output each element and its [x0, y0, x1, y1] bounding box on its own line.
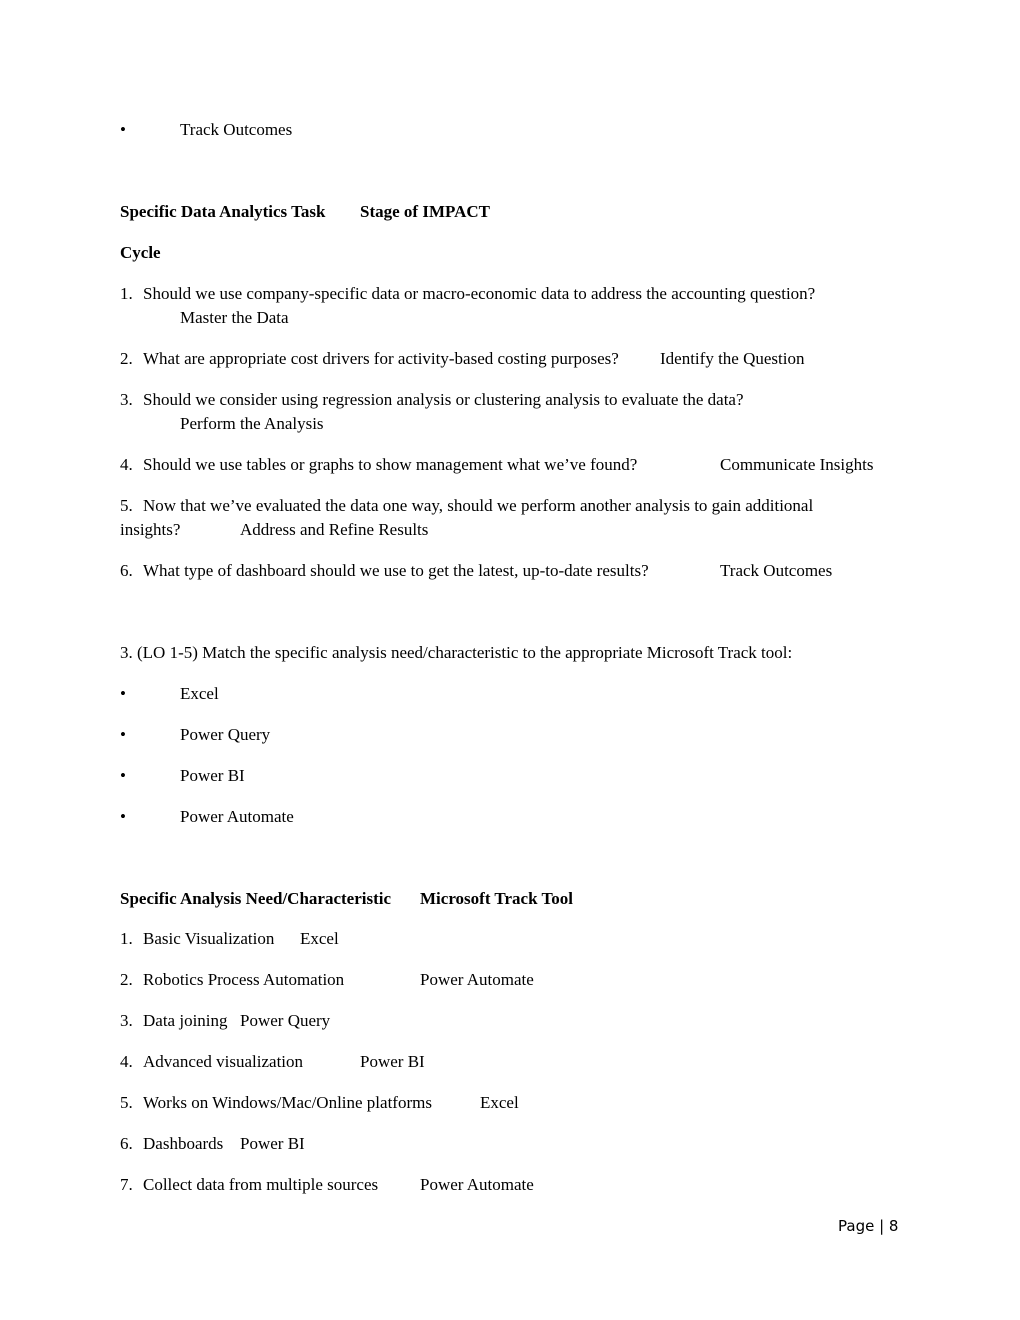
list-item-need: Advanced visualization [143, 1052, 304, 1071]
list-item-need: Data joining [143, 1011, 228, 1030]
list-item-tool: Excel [480, 1093, 519, 1112]
table-header-cycle: Cycle [120, 243, 161, 262]
list-item-need: Dashboards [143, 1134, 224, 1153]
list-item-number: 7. [120, 1175, 133, 1194]
bullet-marker: • [120, 725, 126, 744]
list-item-number: 6. [120, 561, 133, 580]
list-item-number: 2. [120, 970, 133, 989]
table-header-stage: Stage of IMPACT [360, 202, 490, 221]
list-item-tool: Power BI [240, 1134, 305, 1153]
list-item-need: Basic Visualization [143, 929, 275, 948]
bullet-marker: • [120, 807, 126, 826]
page-number: Page | 8 [838, 1217, 899, 1235]
bullet-text: Power Automate [180, 807, 294, 826]
list-item-question: Now that we’ve evaluated the data one way, should we perform another analysis to gain additional [143, 496, 814, 515]
list-item-number: 1. [120, 929, 133, 948]
list-item-need: Collect data from multiple sources [143, 1175, 379, 1194]
table-header-need: Specific Analysis Need/Characteristic [120, 889, 392, 908]
list-item-question: What are appropriate cost drivers for activity-based costing purposes? [143, 349, 619, 368]
bullet-text: Track Outcomes [180, 120, 293, 139]
list-item-tool: Power Automate [420, 1175, 534, 1194]
list-item-number: 5. [120, 1093, 133, 1112]
list-item-answer: Perform the Analysis [180, 414, 324, 433]
list-item-need: Robotics Process Automation [143, 970, 345, 989]
list-item-question: What type of dashboard should we use to get the latest, up-to-date results? [143, 561, 649, 580]
list-item-tool: Excel [300, 929, 339, 948]
list-item-answer: Identify the Question [660, 349, 805, 368]
bullet-marker: • [120, 684, 126, 703]
bullet-marker: • [120, 120, 126, 139]
bullet-text: Excel [180, 684, 219, 703]
list-item-tool: Power Automate [420, 970, 534, 989]
list-item-number: 4. [120, 455, 133, 474]
list-item-answer: Master the Data [180, 308, 289, 327]
list-item-question: Should we use company-specific data or macro-economic data to address the accounting question? [143, 284, 816, 303]
list-item-number: 6. [120, 1134, 133, 1153]
list-item-number: 3. [120, 1011, 133, 1030]
list-item-answer: Communicate Insights [720, 455, 874, 474]
list-item-tool: Power Query [240, 1011, 331, 1030]
list-item-number: 3. [120, 390, 133, 409]
bullet-text: Power Query [180, 725, 271, 744]
list-item-question: Should we use tables or graphs to show management what we’ve found? [143, 455, 638, 474]
list-item-question-cont: insights? [120, 520, 181, 539]
table-header-task: Specific Data Analytics Task [120, 202, 326, 221]
list-item-answer: Address and Refine Results [240, 520, 429, 539]
list-item-need: Works on Windows/Mac/Online platforms [143, 1093, 432, 1112]
list-item-tool: Power BI [360, 1052, 425, 1071]
list-item-number: 5. [120, 496, 133, 515]
list-item-number: 1. [120, 284, 133, 303]
list-item-number: 4. [120, 1052, 133, 1071]
list-item-number: 2. [120, 349, 133, 368]
table-header-tool: Microsoft Track Tool [420, 889, 573, 908]
bullet-marker: • [120, 766, 126, 785]
bullet-text: Power BI [180, 766, 245, 785]
list-item-question: Should we consider using regression analysis or clustering analysis to evaluate the data? [143, 390, 744, 409]
list-item-answer: Track Outcomes [720, 561, 833, 580]
question-text: 3. (LO 1-5) Match the specific analysis need/characteristic to the appropriate Microsoft Track tool: [120, 643, 793, 662]
